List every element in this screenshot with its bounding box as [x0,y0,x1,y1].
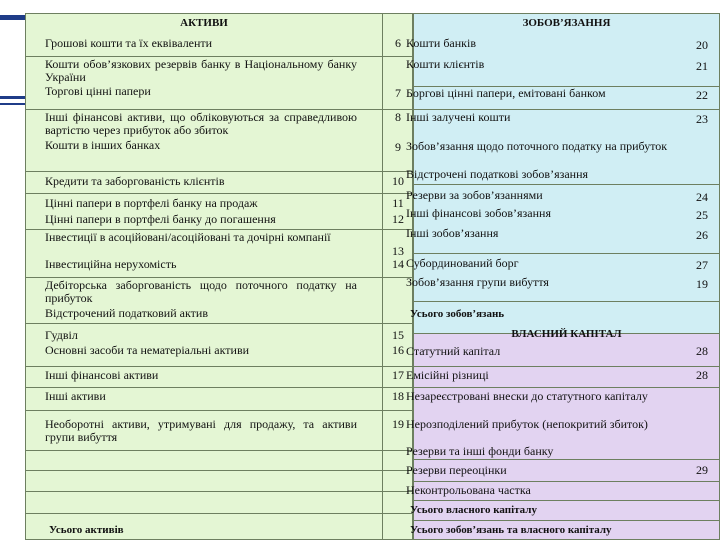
row-divider [25,450,413,451]
asset-note: 17 [392,368,404,382]
row-divider [25,193,413,194]
row-divider [413,301,720,302]
liabilities-header: ЗОБОВ’ЯЗАННЯ [522,17,611,29]
asset-note: 6 [395,36,401,50]
row-divider [413,520,720,521]
row-divider [413,366,720,367]
liability-label: Відстрочені податкові зобов’язання [406,167,589,181]
row-divider [25,491,413,492]
asset-label: Торгові цінні папери [45,84,151,98]
row-divider [413,481,720,482]
row-divider [25,171,413,172]
liability-note: 26 [696,228,708,242]
liability-note: 21 [696,59,708,73]
liabilities-equity-total: Усього зобов’язань та власного капіталу [410,524,612,536]
asset-note: 10 [392,174,404,188]
equity-note: 28 [696,344,708,358]
liability-label: Інші фінансові зобов’язання [406,206,551,220]
equity-label: Нерозподілений прибуток (непокритий збиток) [406,417,648,431]
assets-total: Усього активів [49,524,124,536]
asset-label: Відстрочений податковий актив [45,306,208,320]
asset-label: Кошти в інших банках [45,138,161,152]
asset-note: 11 [392,196,404,210]
equity-label: Статутний капітал [406,344,501,358]
equity-note: 28 [696,368,708,382]
row-divider [413,459,720,460]
liability-label: Зобов’язання щодо поточного податку на прибуток [406,139,668,153]
liability-label: Інші зобов’язання [406,226,499,240]
liability-label: Кошти клієнтів [406,57,485,71]
asset-note: 13 [392,244,404,258]
liability-note: 25 [696,208,708,222]
asset-label: Цінні папери в портфелі банку на продаж [45,196,258,210]
row-divider [25,323,413,324]
asset-label: Основні засоби та нематеріальні активи [45,343,250,357]
asset-label: Дебіторська заборгованість щодо поточного податку на прибуток [45,278,357,305]
row-divider [25,513,413,514]
equity-header: ВЛАСНИЙ КАПІТАЛ [511,328,622,340]
liability-note: 19 [696,277,708,291]
liability-label: Кошти банків [406,36,476,50]
liability-note: 27 [696,258,708,272]
row-divider [413,387,720,388]
liability-label: Резерви за зобов’язаннями [406,188,543,202]
asset-note: 16 [392,343,404,357]
asset-note: 8 [395,110,401,124]
asset-label: Цінні папери в портфелі банку до погашення [45,212,276,226]
asset-label: Інші фінансові активи [45,368,159,382]
asset-note: 14 [392,257,404,271]
row-divider [413,253,720,254]
liability-label: Зобов’язання групи вибуття [406,275,549,289]
liabilities-total: Усього зобов’язань [410,308,505,320]
row-divider [413,184,720,185]
row-divider [25,410,413,411]
asset-label: Інші фінансові активи, що обліковуються за справедливою вартістю через прибуток або збиток [45,110,357,137]
asset-note: 15 [392,328,404,342]
equity-label: Резерви та інші фонди банку [406,444,554,458]
equity-label: Емісійні різниці [406,368,489,382]
asset-note: 18 [392,389,404,403]
equity-label: Резерви переоцінки [406,463,507,477]
liability-label: Інші залучені кошти [406,110,511,124]
asset-label: Інвестиції в асоційовані/асоційовані та дочірні компанії [45,230,331,244]
equity-total: Усього власного капіталу [410,504,537,516]
row-divider [25,366,413,367]
equity-label: Неконтрольована частка [406,483,531,497]
liability-note: 22 [696,88,708,102]
asset-label: Кредити та заборгованість клієнтів [45,174,225,188]
asset-label: Кошти обов’язкових резервів банку в Національному банку України [45,57,357,84]
row-divider [25,387,413,388]
balance-sheet-table [25,13,720,540]
asset-note: 12 [392,212,404,226]
liability-note: 24 [696,190,708,204]
assets-header: АКТИВИ [180,17,228,29]
asset-note: 7 [395,86,401,100]
liability-label: Боргові цінні папери, емітовані банком [406,86,606,100]
asset-note: 19 [392,417,404,431]
asset-label: Грошові кошти та їх еквіваленти [45,36,213,50]
asset-label: Необоротні активи, утримувані для продажу, та активи групи вибуття [45,417,357,444]
asset-label: Гудвіл [45,328,78,342]
equity-label: Незареєстровані внески до статутного капіталу [406,389,648,403]
row-divider [413,500,720,501]
liability-note: 23 [696,112,708,126]
asset-label: Інвестиційна нерухомість [45,257,177,271]
asset-label: Інші активи [45,389,106,403]
equity-note: 29 [696,463,708,477]
liability-note: 20 [696,38,708,52]
liability-label: Субординований борг [406,256,519,270]
asset-note: 9 [395,140,401,154]
row-divider [25,470,413,471]
